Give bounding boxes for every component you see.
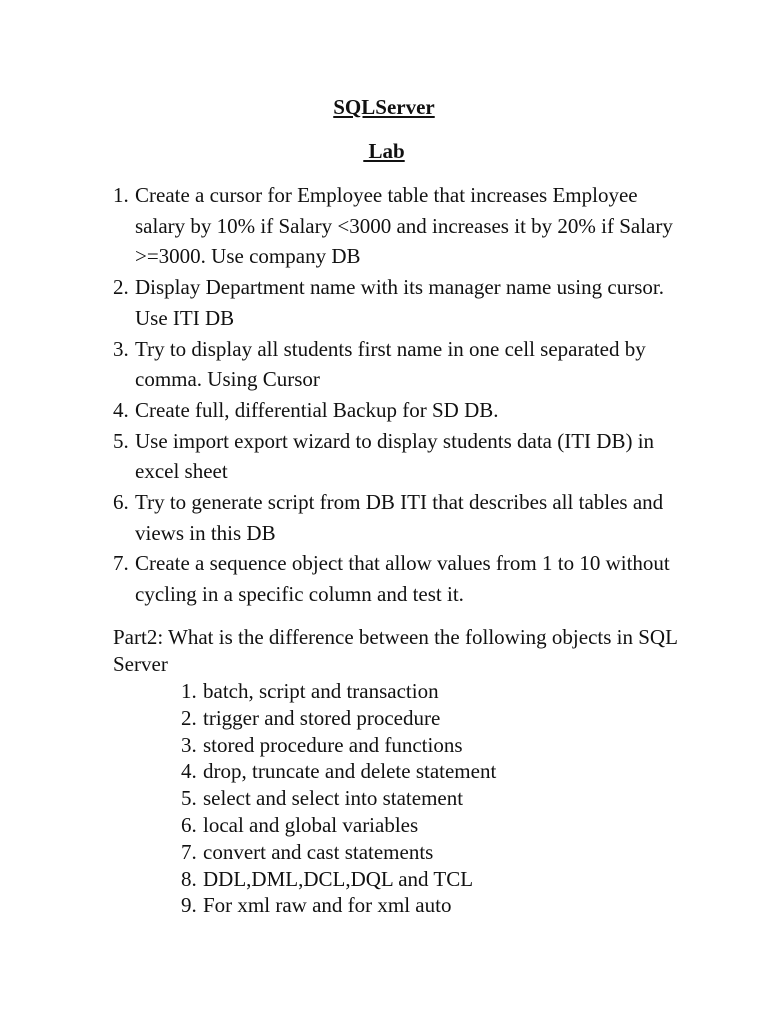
part2-text: drop, truncate and delete statement	[203, 759, 497, 784]
task-list	[113, 180, 683, 610]
task-item	[113, 272, 683, 333]
task-number: 2.	[113, 275, 129, 300]
part2-text: stored procedure and functions	[203, 732, 463, 757]
part2-number: 1.	[181, 679, 197, 703]
task-text: Create a cursor for Employee table that increases Employee salary by 10% if Salary <3000 and increases it by 20% if Salary >=3000. Use company DB	[135, 183, 673, 269]
task-number: 6.	[113, 490, 129, 515]
task-item	[113, 395, 683, 426]
part2-number: 4.	[181, 759, 197, 784]
part2-item	[181, 758, 681, 785]
task-item	[113, 334, 683, 395]
task-text: Try to generate script from DB ITI that describes all tables and views in this DB	[135, 490, 664, 545]
task-text: Try to display all students first name in one cell separated by comma. Using Cursor	[135, 336, 646, 392]
task-text: Use import export wizard to display students data (ITI DB) in excel sheet	[135, 428, 655, 484]
part2-text: trigger and stored procedure	[203, 705, 441, 730]
part2-item	[181, 732, 681, 759]
document-subtitle	[0, 139, 768, 163]
task-item	[113, 548, 683, 609]
part2-item	[181, 785, 681, 812]
task-number: 5.	[113, 428, 129, 453]
task-number: 3.	[113, 336, 129, 361]
part2-number: 3.	[181, 732, 197, 757]
part2-number: 9.	[181, 893, 197, 918]
part2-heading: Part2: What is the difference between the following objects in SQL Server	[113, 625, 678, 676]
part2-number: 8.	[181, 866, 197, 891]
part2-text: convert and cast statements	[203, 839, 434, 864]
task-text: Create full, differential Backup for SD DB.	[135, 397, 499, 422]
part2-item	[181, 812, 681, 839]
task-number: 4.	[113, 397, 129, 422]
part2-number: 6.	[181, 812, 197, 837]
part2-item	[181, 892, 681, 919]
task-number: 1.	[113, 183, 129, 207]
part2-number: 7.	[181, 839, 197, 864]
document-title	[0, 95, 768, 119]
part2-item	[181, 866, 681, 893]
part2-text: DDL,DML,DCL,DQL and TCL	[203, 866, 474, 891]
part2-text: For xml raw and for xml auto	[203, 893, 452, 918]
task-item	[113, 426, 683, 487]
part2-number: 2.	[181, 705, 197, 730]
task-text: Display Department name with its manager name using cursor. Use ITI DB	[135, 275, 664, 330]
document-subtitle-text: Lab	[363, 139, 405, 163]
task-item	[113, 487, 683, 548]
task-item	[113, 180, 683, 272]
part2-text: batch, script and transaction	[203, 679, 439, 703]
part2-list	[181, 678, 681, 919]
part2-text: select and select into statement	[203, 786, 464, 811]
task-number: 7.	[113, 551, 129, 576]
task-text: Create a sequence object that allow values from 1 to 10 without cycling in a specific column and test it.	[135, 551, 670, 607]
part2-text: local and global variables	[203, 812, 419, 837]
part2-item	[181, 678, 681, 705]
part2-number: 5.	[181, 786, 197, 811]
part2-item	[181, 705, 681, 732]
part2-item	[181, 839, 681, 866]
document-title-text: SQLServer	[333, 95, 435, 119]
